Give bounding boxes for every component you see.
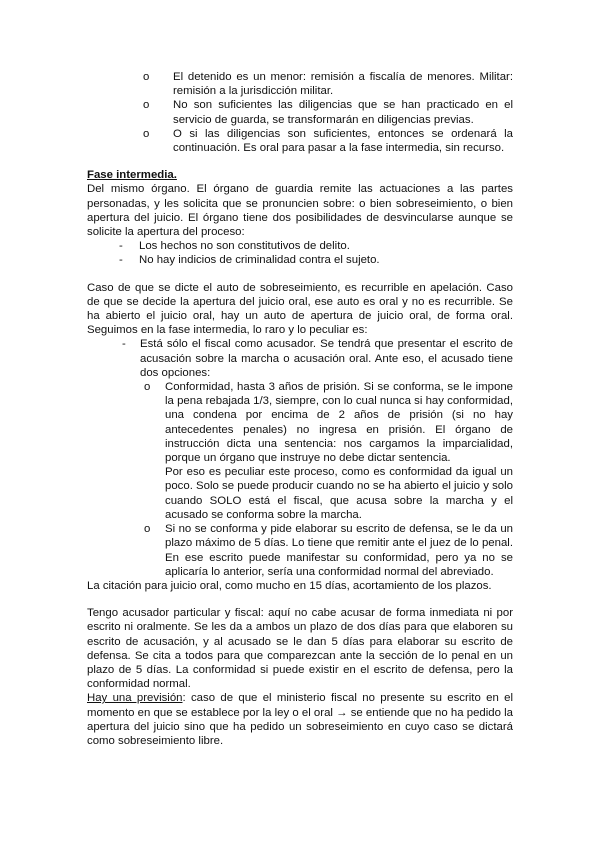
list-item-text: Está sólo el fiscal como acusador. Se tendrá que presentar el escrito de acusación sobre la marcha o acusación oral. Ante eso, el acusado tiene dos opciones: [140,338,513,379]
list-item [87,380,513,465]
list-item-text: Si no se conforma y pide elaborar su escrito de defensa, se le da un plazo máximo de 5 días. Lo tiene que remitir ante el juez de lo penal. En ese escrito puede manifestar su conformidad, pero ya no se aplicaría lo anterior, sería una conformidad normal del abreviado. [165,523,513,578]
guard-outcomes-list [87,70,513,155]
list-item [87,239,513,253]
list-item-text: Los hechos no son constitutivos de delito. [139,240,350,253]
document-body [87,70,513,748]
bullet-circle: o [143,127,150,140]
bullet-circle: o [144,523,151,536]
bullet-dash: - [119,254,123,267]
list-item-text: O si las diligencias son suficientes, entonces se ordenará la continuación. Es oral para pasar a la fase intermedia, sin recurso. [173,127,513,155]
list-item [143,70,513,98]
paragraph: La citación para juicio oral, como mucho en 15 días, acortamiento de los plazos. [87,579,492,592]
list-item [143,98,513,126]
list-item-continuation: Por eso es peculiar este proceso, como es conformidad da igual un poco. Solo se puede producir cuando no se ha abierto el juicio y solo cuando SOLO está el fiscal, que acusa sobre la marcha y el acusado se conforma sobre la marcha. [165,466,513,521]
paragraph: Tengo acusador particular y fiscal: aquí no cabe acusar de forma inmediata ni por escrito ni oralmente. Se les da a ambos un plazo de dos días para que elaboren su escrito de acusación, y al acusado se le dan 5 días para elaborar su escrito de defensa. Se cita a todos para que comparezcan ante la sección de lo penal en un plazo de 5 días. La conformidad si puede existir en el escrito de defensa, pero la conformidad normal. [87,607,513,691]
paragraph-text: : caso de que el ministerio fiscal no presente su escrito en el momento en que se establece por la ley o el oral → se entiende que no ha pedido la apertura del juicio sino que ha pedido un sobreseimiento en cuyo caso se dictará como sobreseimiento libre. [87,692,513,747]
list-item-text: Conformidad, hasta 3 años de prisión. Si se conforma, se le impone la pena rebajada 1/3, siempre, con lo cual nunca si hay conformidad, una condena por encima de 2 años de prisión (si no hay antecedentes penales) no ingresa en prisión. El órgano de instrucción dicta una sentencia: nos cargamos la imparcialidad, porque un órgano que instruye no debe dictar sentencia. [165,381,513,465]
underlined-label: Hay una previsión [87,692,183,705]
bullet-circle: o [144,381,151,394]
section-heading: Fase intermedia. [87,169,177,182]
bullet-dash: - [119,240,123,253]
list-item-text: No son suficientes las diligencias que se han practicado en el servicio de guarda, se transformarán en diligencias previas. [173,99,513,126]
bullet-circle: o [143,99,150,112]
paragraph: Del mismo órgano. El órgano de guardia remite las actuaciones a las partes personadas, y les solicita que se pronuncien sobre: o bien sobreseimiento, o bien apertura del juicio. El órgano tiene dos posibilidades de desvincularse aunque se solicite la apertura del proceso: [87,183,513,239]
paragraph: Caso de que se dicte el auto de sobreseimiento, es recurrible en apelación. Caso de que se decide la apertura del juicio oral, ese auto es oral y no es recurrible. Se ha abierto el juicio oral, hay un auto de apertura de juicio oral, de forma oral. Seguimos en la fase intermedia, lo raro y lo peculiar es: [87,281,513,337]
paragraph [87,691,513,748]
bullet-dash: - [122,338,126,351]
list-item [143,127,513,155]
list-item-text: No hay indicios de criminalidad contra el sujeto. [139,254,380,267]
list-item-text: El detenido es un menor: remisión a fiscalía de menores. Militar: remisión a la jurisdicción militar. [173,71,513,98]
bullet-circle: o [143,71,150,83]
list-item [87,522,513,579]
list-item [87,253,513,267]
list-item [87,337,513,380]
